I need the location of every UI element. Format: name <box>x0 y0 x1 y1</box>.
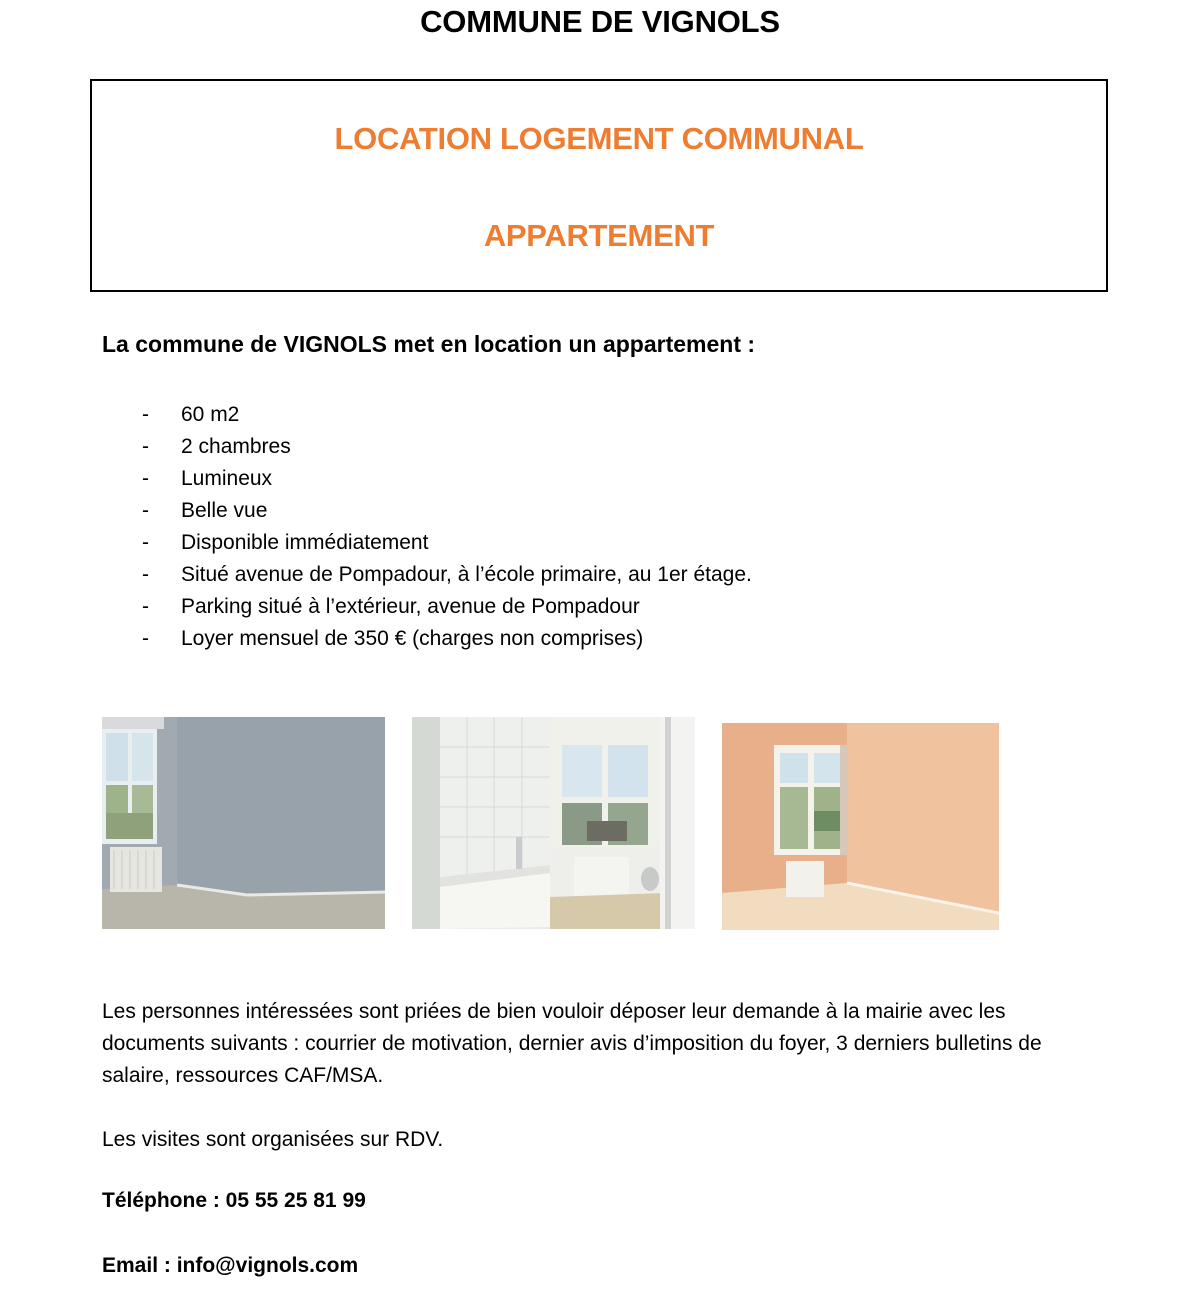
feature-text: Disponible immédiatement <box>181 531 429 554</box>
bullet-dash: - <box>142 595 149 618</box>
bullet-dash: - <box>142 403 149 426</box>
bullet-dash: - <box>142 627 149 650</box>
feature-text: 60 m2 <box>181 403 240 426</box>
announcement-banner <box>90 79 1108 292</box>
visits-info: Les visites sont organisées sur RDV. <box>102 1128 444 1151</box>
feature-text: Parking situé à l’extérieur, avenue de Pompadour <box>181 595 640 618</box>
bullet-dash: - <box>142 435 149 458</box>
application-instructions: Les personnes intéressées sont priées de bien vouloir déposer leur demande à la mairie avec les documents suivants : courrier de motivation, dernier avis d’imposition du foyer, 3 derniers bulletins de salaire, ressources CAF/MSA. <box>102 1000 1042 1087</box>
bullet-dash: - <box>142 499 149 522</box>
photo-bathroom <box>412 717 695 929</box>
bullet-dash: - <box>142 531 149 554</box>
intro-text: La commune de VIGNOLS met en location un appartement : <box>102 331 756 357</box>
feature-text: Situé avenue de Pompadour, à l’école primaire, au 1er étage. <box>181 563 752 586</box>
contact-email: Email : info@vignols.com <box>102 1254 359 1277</box>
banner-subtitle: APPARTEMENT <box>483 218 715 253</box>
photo-bedroom-grey <box>102 717 385 929</box>
photo-bedroom-orange <box>722 723 999 930</box>
feature-text: Lumineux <box>181 467 273 490</box>
bullet-dash: - <box>142 563 149 586</box>
feature-text: Belle vue <box>181 499 268 522</box>
contact-phone: Téléphone : 05 55 25 81 99 <box>102 1189 366 1212</box>
bullet-dash: - <box>142 467 149 490</box>
page-title: COMMUNE DE VIGNOLS <box>420 4 780 39</box>
feature-text: Loyer mensuel de 350 € (charges non comprises) <box>181 627 644 650</box>
banner-title: LOCATION LOGEMENT COMMUNAL <box>334 121 864 156</box>
feature-text: 2 chambres <box>181 435 291 458</box>
